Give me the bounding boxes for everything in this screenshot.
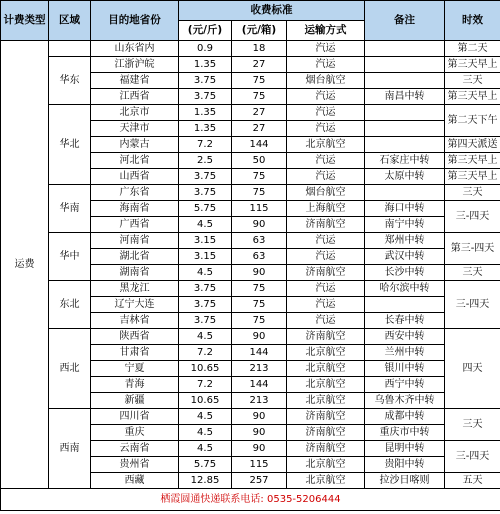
price-per-kg-cell: 3.15 (179, 233, 232, 249)
price-per-kg-cell: 3.15 (179, 249, 232, 265)
remark-cell: 重庆市中转 (365, 425, 445, 441)
remark-cell: 兰州中转 (365, 345, 445, 361)
timeliness-cell: 五天 (445, 473, 500, 489)
destination-cell: 广东省 (91, 185, 179, 201)
header-fee-type: 计费类型 (1, 1, 49, 41)
destination-cell: 吉林省 (91, 313, 179, 329)
price-per-box-cell: 90 (232, 425, 287, 441)
price-per-kg-cell: 1.35 (179, 57, 232, 73)
price-per-kg-cell: 3.75 (179, 185, 232, 201)
price-per-kg-cell: 3.75 (179, 297, 232, 313)
header-remark: 备注 (365, 1, 445, 41)
contact-label: 栖霞圆通快递联系电话: (160, 493, 264, 505)
remark-cell (365, 137, 445, 153)
remark-cell (365, 121, 445, 137)
remark-cell (365, 105, 445, 121)
transport-cell: 北京航空 (287, 345, 365, 361)
remark-cell (365, 297, 445, 313)
destination-cell: 海南省 (91, 201, 179, 217)
destination-cell: 湖北省 (91, 249, 179, 265)
timeliness-cell: 四天 (445, 329, 500, 409)
remark-cell: 武汉中转 (365, 249, 445, 265)
timeliness-cell: 第三天早上 (445, 57, 500, 73)
price-per-box-cell: 90 (232, 329, 287, 345)
transport-cell: 济南航空 (287, 425, 365, 441)
header-destination: 目的地省份 (91, 1, 179, 41)
region-cell: 东北 (49, 281, 91, 329)
transport-cell: 烟台航空 (287, 185, 365, 201)
transport-cell: 汽运 (287, 89, 365, 105)
price-per-box-cell: 90 (232, 217, 287, 233)
price-per-box-cell: 115 (232, 201, 287, 217)
region-cell (49, 41, 91, 57)
transport-cell: 北京航空 (287, 473, 365, 489)
transport-cell: 烟台航空 (287, 73, 365, 89)
remark-cell: 银川中转 (365, 361, 445, 377)
remark-cell: 石家庄中转 (365, 153, 445, 169)
remark-cell: 乌鲁木齐中转 (365, 393, 445, 409)
transport-cell: 济南航空 (287, 409, 365, 425)
destination-cell: 云南省 (91, 441, 179, 457)
transport-cell: 济南航空 (287, 441, 365, 457)
destination-cell: 贵州省 (91, 457, 179, 473)
destination-cell: 甘肃省 (91, 345, 179, 361)
remark-cell: 西宁中转 (365, 377, 445, 393)
price-per-box-cell: 115 (232, 457, 287, 473)
region-cell: 西北 (49, 329, 91, 409)
price-per-box-cell: 50 (232, 153, 287, 169)
price-per-box-cell: 75 (232, 297, 287, 313)
fee-type-cell: 运费 (1, 41, 49, 489)
timeliness-cell: 三-四天 (445, 201, 500, 233)
transport-cell: 汽运 (287, 313, 365, 329)
remark-cell: 郑州中转 (365, 233, 445, 249)
destination-cell: 江西省 (91, 89, 179, 105)
price-per-box-cell: 75 (232, 185, 287, 201)
price-per-box-cell: 257 (232, 473, 287, 489)
price-per-box-cell: 144 (232, 377, 287, 393)
price-per-kg-cell: 4.5 (179, 329, 232, 345)
price-per-kg-cell: 3.75 (179, 313, 232, 329)
destination-cell: 山西省 (91, 169, 179, 185)
price-per-box-cell: 75 (232, 73, 287, 89)
destination-cell: 广西省 (91, 217, 179, 233)
timeliness-cell: 第三-四天 (445, 233, 500, 265)
remark-cell (365, 73, 445, 89)
header-transport: 运输方式 (287, 21, 365, 41)
price-per-kg-cell: 3.75 (179, 281, 232, 297)
transport-cell: 北京航空 (287, 377, 365, 393)
remark-cell: 贵阳中转 (365, 457, 445, 473)
destination-cell: 河北省 (91, 153, 179, 169)
price-per-kg-cell: 10.65 (179, 361, 232, 377)
destination-cell: 河南省 (91, 233, 179, 249)
transport-cell: 汽运 (287, 153, 365, 169)
price-per-box-cell: 144 (232, 345, 287, 361)
price-per-box-cell: 75 (232, 281, 287, 297)
transport-cell: 汽运 (287, 169, 365, 185)
transport-cell: 济南航空 (287, 217, 365, 233)
price-per-kg-cell: 4.5 (179, 441, 232, 457)
destination-cell: 辽宁大连 (91, 297, 179, 313)
region-cell: 华中 (49, 233, 91, 281)
price-per-box-cell: 27 (232, 105, 287, 121)
transport-cell: 济南航空 (287, 329, 365, 345)
timeliness-cell: 第二天 (445, 41, 500, 57)
remark-cell: 哈尔滨中转 (365, 281, 445, 297)
timeliness-cell: 第三天早上 (445, 89, 500, 105)
price-per-kg-cell: 7.2 (179, 377, 232, 393)
transport-cell: 北京航空 (287, 393, 365, 409)
transport-cell: 汽运 (287, 57, 365, 73)
transport-cell: 汽运 (287, 233, 365, 249)
price-per-kg-cell: 10.65 (179, 393, 232, 409)
price-per-kg-cell: 7.2 (179, 345, 232, 361)
header-per-kg: (元/斤) (179, 21, 232, 41)
price-per-box-cell: 90 (232, 441, 287, 457)
region-cell: 华南 (49, 185, 91, 233)
transport-cell: 北京航空 (287, 457, 365, 473)
price-per-kg-cell: 1.35 (179, 121, 232, 137)
price-per-box-cell: 75 (232, 313, 287, 329)
transport-cell: 济南航空 (287, 265, 365, 281)
destination-cell: 新疆 (91, 393, 179, 409)
remark-cell: 成都中转 (365, 409, 445, 425)
price-per-box-cell: 75 (232, 169, 287, 185)
price-per-kg-cell: 3.75 (179, 73, 232, 89)
transport-cell: 汽运 (287, 297, 365, 313)
transport-cell: 汽运 (287, 105, 365, 121)
contact-phone[interactable]: 0535-5206444 (266, 493, 341, 505)
destination-cell: 江浙沪皖 (91, 57, 179, 73)
price-per-kg-cell: 4.5 (179, 409, 232, 425)
remark-cell: 海口中转 (365, 201, 445, 217)
region-cell: 西南 (49, 409, 91, 489)
transport-cell: 北京航空 (287, 361, 365, 377)
price-per-box-cell: 90 (232, 409, 287, 425)
timeliness-cell: 三-四天 (445, 441, 500, 473)
price-per-box-cell: 63 (232, 233, 287, 249)
price-per-kg-cell: 1.35 (179, 105, 232, 121)
price-per-kg-cell: 12.85 (179, 473, 232, 489)
price-per-kg-cell: 4.5 (179, 217, 232, 233)
remark-cell: 西安中转 (365, 329, 445, 345)
header-region: 区域 (49, 1, 91, 41)
transport-cell: 汽运 (287, 281, 365, 297)
destination-cell: 山东省内 (91, 41, 179, 57)
timeliness-cell: 第四天派送 (445, 137, 500, 153)
remark-cell (365, 41, 445, 57)
header-timeliness: 时效 (445, 1, 500, 41)
price-per-box-cell: 75 (232, 89, 287, 105)
remark-cell (365, 185, 445, 201)
price-per-kg-cell: 5.75 (179, 201, 232, 217)
remark-cell: 长春中转 (365, 313, 445, 329)
destination-cell: 陕西省 (91, 329, 179, 345)
destination-cell: 天津市 (91, 121, 179, 137)
destination-cell: 黑龙江 (91, 281, 179, 297)
timeliness-cell: 第二天下午 (445, 105, 500, 137)
timeliness-cell: 第三天早上 (445, 153, 500, 169)
transport-cell: 上海航空 (287, 201, 365, 217)
price-per-kg-cell: 5.75 (179, 457, 232, 473)
destination-cell: 四川省 (91, 409, 179, 425)
price-per-kg-cell: 4.5 (179, 265, 232, 281)
price-per-box-cell: 27 (232, 121, 287, 137)
remark-cell: 拉沙日喀则 (365, 473, 445, 489)
timeliness-cell: 三天 (445, 409, 500, 441)
destination-cell: 福建省 (91, 73, 179, 89)
destination-cell: 湖南省 (91, 265, 179, 281)
header-per-box: (元/箱) (232, 21, 287, 41)
price-per-kg-cell: 4.5 (179, 425, 232, 441)
price-per-box-cell: 63 (232, 249, 287, 265)
price-per-box-cell: 213 (232, 393, 287, 409)
price-per-box-cell: 18 (232, 41, 287, 57)
price-per-box-cell: 213 (232, 361, 287, 377)
price-per-kg-cell: 3.75 (179, 169, 232, 185)
destination-cell: 宁夏 (91, 361, 179, 377)
transport-cell: 汽运 (287, 121, 365, 137)
destination-cell: 重庆 (91, 425, 179, 441)
timeliness-cell: 第三天早上 (445, 169, 500, 185)
transport-cell: 汽运 (287, 249, 365, 265)
region-cell: 华北 (49, 105, 91, 185)
timeliness-cell: 三天 (445, 73, 500, 89)
price-per-kg-cell: 7.2 (179, 137, 232, 153)
remark-cell: 长沙中转 (365, 265, 445, 281)
timeliness-cell: 三天 (445, 265, 500, 281)
destination-cell: 西藏 (91, 473, 179, 489)
price-per-kg-cell: 3.75 (179, 89, 232, 105)
price-per-box-cell: 144 (232, 137, 287, 153)
transport-cell: 汽运 (287, 41, 365, 57)
remark-cell: 南宁中转 (365, 217, 445, 233)
destination-cell: 内蒙古 (91, 137, 179, 153)
timeliness-cell: 三-四天 (445, 281, 500, 329)
timeliness-cell: 三天 (445, 185, 500, 201)
remark-cell: 昆明中转 (365, 441, 445, 457)
remark-cell (365, 57, 445, 73)
region-cell: 华东 (49, 57, 91, 105)
destination-cell: 北京市 (91, 105, 179, 121)
transport-cell: 北京航空 (287, 137, 365, 153)
remark-cell: 太原中转 (365, 169, 445, 185)
contact-footer (1, 489, 500, 511)
price-per-kg-cell: 0.9 (179, 41, 232, 57)
price-per-box-cell: 90 (232, 265, 287, 281)
price-per-box-cell: 27 (232, 57, 287, 73)
header-fee-standard: 收费标准 (179, 1, 365, 21)
remark-cell: 南昌中转 (365, 89, 445, 105)
destination-cell: 青海 (91, 377, 179, 393)
price-per-kg-cell: 2.5 (179, 153, 232, 169)
